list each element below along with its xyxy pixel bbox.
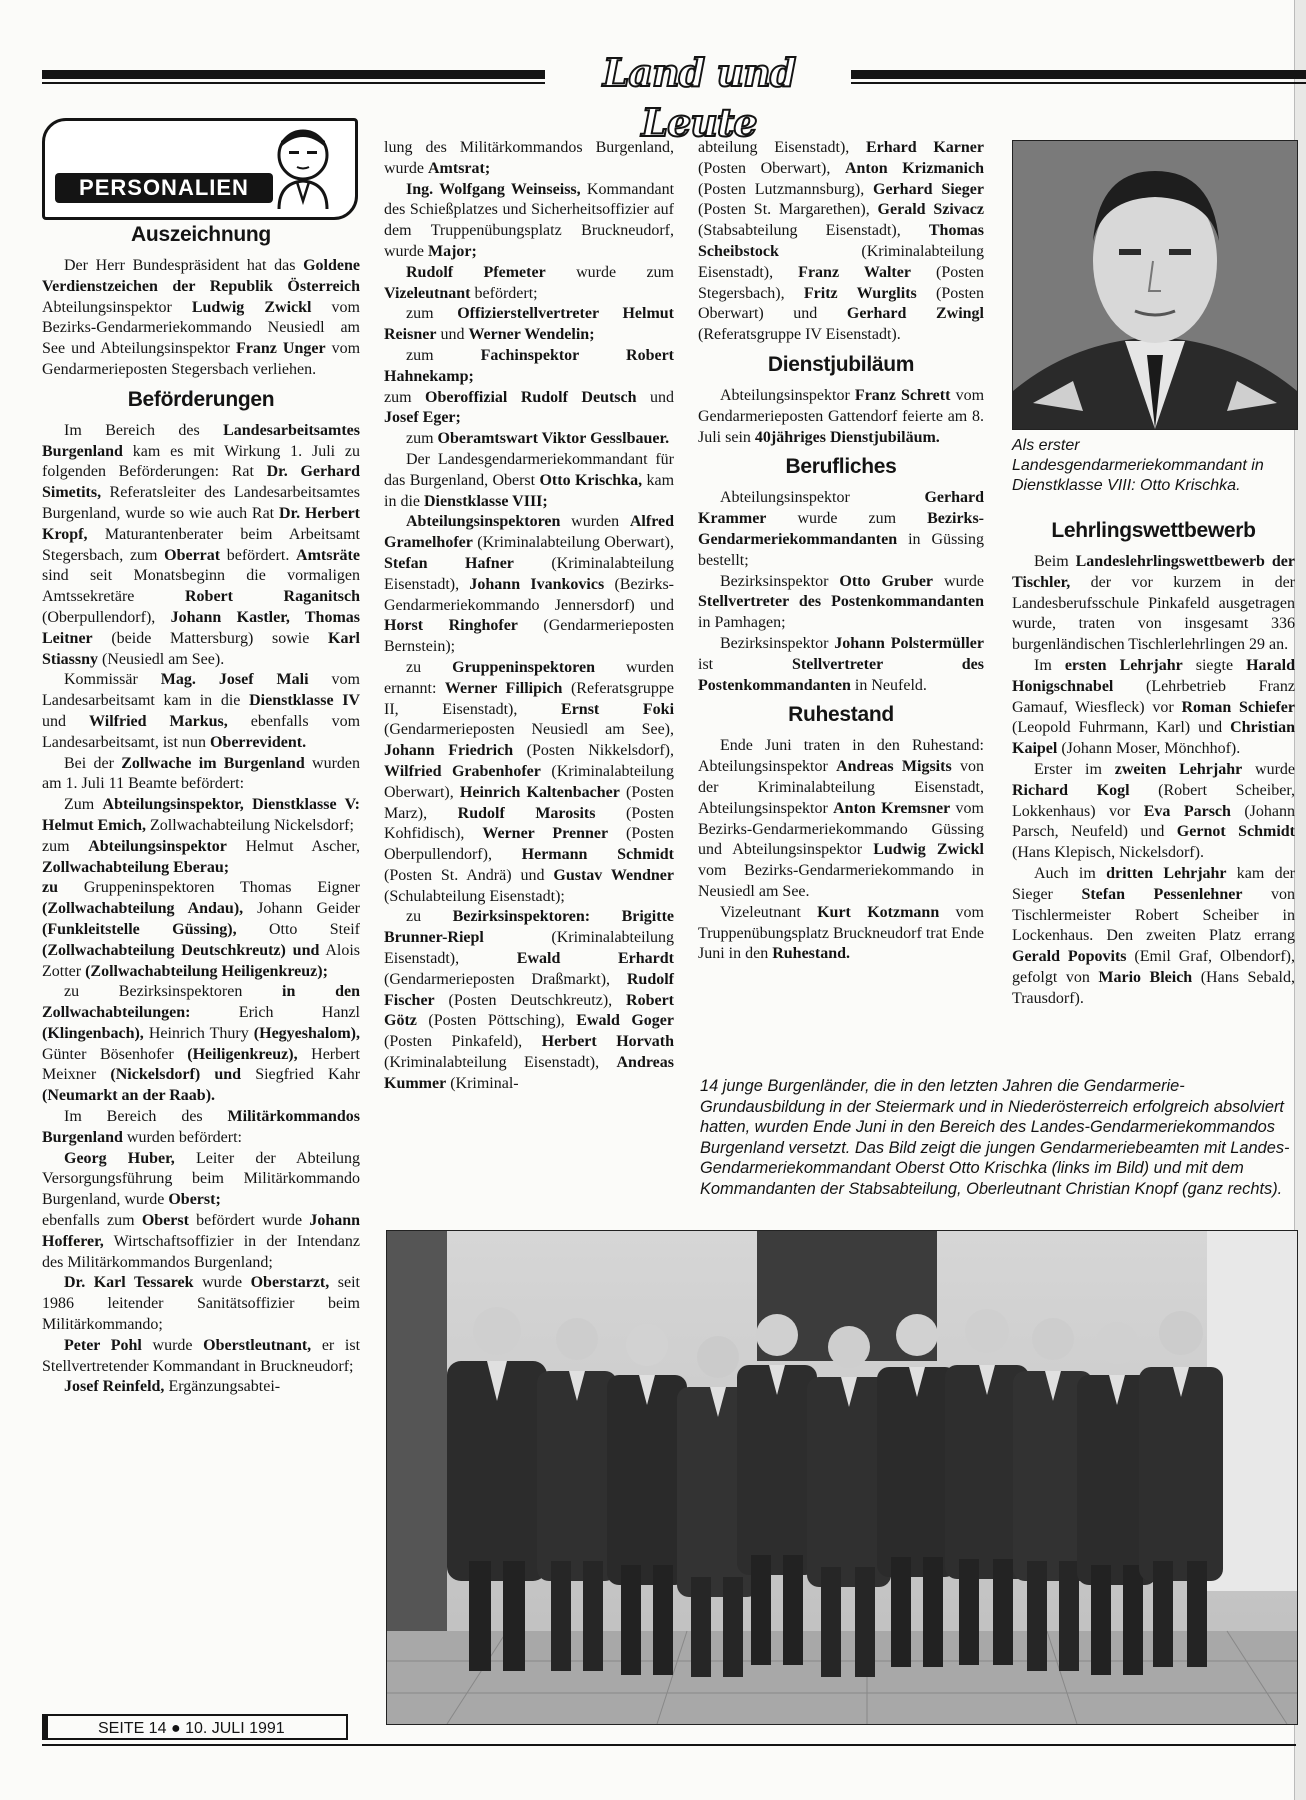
heading-ruhestand: Ruhestand <box>788 703 894 727</box>
header-rule-left <box>42 70 545 79</box>
paragraph: Der Herr Bundespräsident hat das Goldene Verdienstzeichen der Republik Österreich Abteilungsinspektor Ludwig Zwickl vom Bezirks-Gendarmeriekommando Neusiedl am See und Abteilungsinspektor Franz Unger vom Gendarmerieposten Stegersbach verliehen. <box>42 257 361 378</box>
page-number: SEITE 14 <box>98 1720 167 1737</box>
portrait-caption: Als erster Landesgendarmeriekommandant in Dienstklasse VIII: Otto Krischka. <box>1012 437 1264 494</box>
paragraph: Rudolf Pfemeter wurde zum Vizeleutnant befördert; <box>384 263 674 302</box>
paragraph: zum Abteilungsinspektor Helmut Ascher, Zollwachabteilung Eberau; <box>42 837 360 876</box>
heading-befoerderungen: Beförderungen <box>127 387 275 411</box>
badge-label: PERSONALIEN <box>55 173 273 203</box>
header-rule-left-thin <box>42 82 545 84</box>
heading-lehrlingswettbewerb: Lehrlingswettbewerb <box>1051 519 1256 542</box>
person-icon <box>269 125 349 211</box>
paragraph: Ende Juni traten in den Ruhestand: Abteilungsinspektor Andreas Migsits von der Kriminalabteilung Eisenstadt, Abteilungsinspektor Anton Kremsner vom Bezirks-Gendarmeriekommando Güssing und Abteilungsinspektor Ludwig Zwickl vom Bezirks-Gendarmeriekommando in Neusiedl am See. <box>698 737 985 900</box>
header-rule-right-thin <box>851 82 1306 84</box>
paragraph: Ing. Wolfgang Weinseiss, Kommandant des Schießplatzes und Sicherheitsoffizier auf dem Truppenübungsplatz Bruckneudorf, wurde Major; <box>384 180 675 260</box>
personalien-badge <box>42 118 358 220</box>
paragraph: Bezirksinspektor Otto Gruber wurde Stellvertreter des Postenkommandanten in Pamhagen; <box>698 572 985 632</box>
portrait-photo <box>1012 140 1298 430</box>
group-photo-caption: 14 junge Burgenländer, die in den letzten Jahren die Gendarmerie-Grundausbildung in der Steiermark und in Niederösterreich erfolgreich absolviert hatten, wurden Ende Juni in den Bereich des Landes-Gendarmeriekommandos Burgenland versetzt. Das Bild zeigt die jungen Gendarmeriebeamten mit Landes-Gendarmeriekommandant Oberst Otto Krischka (links im Bild) und mit dem Kommandanten der Stabsabteilung, Oberleutnant Christian Knopf (ganz rechts). <box>700 1077 1290 1198</box>
paragraph: Erster im zweiten Lehrjahr wurde Richard Kogl (Robert Scheiber, Lokkenhaus) vor Eva Parsch (Johann Parsch, Neufeld) und Gernot Schmidt (Hans Klepisch, Nickelsdorf). <box>1012 760 1296 862</box>
paragraph: Abteilungsinspektor Franz Schrett vom Gendarmerieposten Gattendorf feierte am 8. Juli sein 40jähriges Dienstjubiläum. <box>698 386 985 446</box>
group-photo <box>386 1230 1298 1725</box>
paragraph: abteilung Eisenstadt), Erhard Karner (Posten Oberwart), Anton Krizmanich (Posten Lutzmannsburg), Gerhard Sieger (Posten St. Margarethen), Gerald Szivacz (Stabsabteilung Eisenstadt), Thomas Scheibstock (Kriminalabteilung Eisenstadt), Franz Walter (Posten Stegersbach), Fritz Wurglits (Posten Oberwart) und Gerhard Zwingl (Referatsgruppe IV Eisenstadt). <box>698 139 985 344</box>
paragraph: zu Gruppeninspektoren Thomas Eigner (Zollwachabteilung Andau), Johann Geider (Funkleitstelle Güssing), Otto Steif (Zollwachabteilung Deutschkreutz) und Alois Zotter (Zollwachabteilung Heiligenkreuz); <box>42 879 361 980</box>
paragraph: zu Bezirksinspektoren in den Zollwachabteilungen: Erich Hanzl (Klingenbach), Heinrich Thury (Hegyeshalom), Günter Bösenhofer (Heiligenkreuz), Herbert Meixner (Nickelsdorf) und Siegfried Kahr (Neumarkt an der Raab). <box>42 983 361 1105</box>
page-footer <box>42 1714 348 1740</box>
paragraph: Im Bereich des Landesarbeitsamtes Burgenland kam es mit Wirkung 1. Juli zu folgenden Beförderungen: Rat Dr. Gerhard Simetits, Referatsleiter des Landesarbeitsamtes Burgenland, wurde so wie auch Rat Dr. Herbert Kropf, Maturantenberater beim Arbeitsamt Stegersbach, zum Oberrat befördert. Amtsräte sind seit Monatsbeginn die vormaligen Amtssekretäre Robert Raganitsch (Oberpullendorf), Johann Kastler, Thomas Leitner (beide Mattersburg) sowie Karl Stiassny (Neusiedl am See). <box>42 421 361 668</box>
paragraph: Zum Abteilungsinspektor, Dienstklasse V: Helmut Emich, Zollwachabteilung Nickelsdorf; <box>42 796 360 834</box>
paragraph: Bei der Zollwache im Burgenland wurden am 1. Juli 11 Beamte befördert: <box>42 754 361 793</box>
paragraph: Vizeleutnant Kurt Kotzmann vom Truppenübungsplatz Bruckneudorf trat Ende Juni in den Ruhestand. <box>698 903 985 963</box>
paragraph: Der Landesgendarmeriekommandant für das Burgenland, Oberst Otto Krischka, kam in die Dienstklasse VIII; <box>384 450 675 510</box>
paragraph: zu Gruppeninspektoren wurden ernannt: Werner Fillipich (Referatsgruppe II, Eisenstadt), Ernst Foki (Gendarmerieposten Neusiedl am See), Johann Friedrich (Posten Nikkelsdorf), Wilfried Grabenhofer (Kriminalabteilung Oberwart), Heinrich Kaltenbacher (Posten Marz), Rudolf Marosits (Posten Kohfidisch), Werner Prenner (Posten Oberpullendorf), Hermann Schmidt (Posten St. Andrä) und Gustav Wendner (Schulabteilung Eisenstadt); <box>384 658 675 905</box>
paragraph: Georg Huber, Leiter der Abteilung Versorgungsführung beim Militärkommando Burgenland, wurde Oberst; <box>42 1149 361 1209</box>
paragraph: zum Oberamtswart Viktor Gesslbauer. <box>406 430 670 448</box>
paragraph: Peter Pohl wurde Oberstleutnant, er ist Stellvertretender Kommandant in Bruckneudorf; <box>42 1336 361 1375</box>
heading-berufliches: Berufliches <box>785 455 897 479</box>
column-3 <box>698 138 984 965</box>
paragraph: zum Offizierstellvertreter Helmut Reisner und Werner Wendelin; <box>384 305 674 344</box>
issue-date: 10. JULI 1991 <box>185 1720 285 1737</box>
paragraph: Bezirksinspektor Johann Polstermüller ist Stellvertreter des Postenkommandanten in Neufeld. <box>698 634 984 694</box>
paragraph: Abteilungsinspektor Gerhard Krammer wurde zum Bezirks-Gendarmeriekommandanten in Güssing bestellt; <box>698 489 984 569</box>
column-4 <box>1012 512 1295 1010</box>
bullet-icon: ● <box>170 1720 181 1737</box>
paragraph: Beim Landeslehrlingswettbewerb der Tischler, der vor kurzem in der Landesberufsschule Pinkafeld ausgetragen wurde, traten von insgesamt 336 burgenländischen Tischlerlehrlingen 29 an. <box>1012 553 1295 654</box>
paragraph: zum Fachinspektor Robert Hahnekamp; <box>384 346 674 385</box>
column-1 <box>42 222 360 1398</box>
paragraph: Auch im dritten Lehrjahr kam der Sieger Stefan Pessenlehner von Tischlermeister Robert Scheiber in Lockenhaus. Den zweiten Platz errang Gerald Popovits (Emil Graf, Olbendorf), gefolgt von Mario Bleich (Hans Sebald, Trausdorf). <box>1012 864 1296 1007</box>
group-photo-illustration <box>387 1231 1297 1724</box>
heading-auszeichnung: Auszeichnung <box>131 223 271 246</box>
column-2 <box>384 138 674 1095</box>
section-title: Land und Leute <box>602 50 796 145</box>
paragraph: Kommissär Mag. Josef Mali vom Landesarbeitsamt kam in die Dienstklasse IV und Wilfried Markus, ebenfalls vom Landesarbeitsamt, ist nun Oberrevident. <box>42 671 361 751</box>
header-rule-right <box>851 70 1306 79</box>
paragraph: zu Bezirksinspektoren: Brigitte Brunner-Riepl (Kriminalabteilung Eisenstadt), Ewald Erhardt (Gendarmerieposten Draßmarkt), Rudolf Fischer (Posten Deutschkreutz), Robert Götz (Posten Pöttsching), Ewald Goger (Posten Pinkafeld), Herbert Horvath (Kriminalabteilung Eisenstadt), Andreas Kummer (Kriminal- <box>384 908 675 1092</box>
paragraph: zum Oberoffizial Rudolf Deutsch und Josef Eger; <box>384 388 674 427</box>
paragraph: Im Bereich des Militärkommandos Burgenland wurden befördert: <box>42 1108 360 1146</box>
footer-rule <box>42 1744 1296 1746</box>
paragraph: Im ersten Lehrjahr siegte Harald Honigschnabel (Lehrbetrieb Franz Gamauf, Wiesfleck) vor Roman Schiefer (Leopold Fuhrmann, Karl) und Christian Kaipel (Johann Moser, Mönchhof). <box>1012 656 1295 758</box>
paragraph: Josef Reinfeld, Ergänzungsabtei- <box>64 1378 281 1396</box>
paragraph: lung des Militärkommandos Burgenland, wurde Amtsrat; <box>384 139 674 177</box>
portrait-illustration <box>1013 141 1297 429</box>
paragraph: Abteilungsinspektoren wurden Alfred Gramelhofer (Kriminalabteilung Oberwart), Stefan Hafner (Kriminalabteilung Eisenstadt), Johann Ivankovics (Bezirks-Gendarmeriekommando Jennersdorf) und Horst Ringhofer (Gendarmerieposten Bernstein); <box>384 513 675 656</box>
paragraph: ebenfalls zum Oberst befördert wurde Johann Hofferer, Wirtschaftsoffizier in der Intendanz des Militärkommandos Burgenland; <box>42 1212 361 1271</box>
heading-dienstjubilaeum: Dienstjubiläum <box>767 352 915 376</box>
paragraph: Dr. Karl Tessarek wurde Oberstarzt, seit 1986 leitender Sanitätsoffizier beim Militärkommando; <box>42 1274 361 1334</box>
